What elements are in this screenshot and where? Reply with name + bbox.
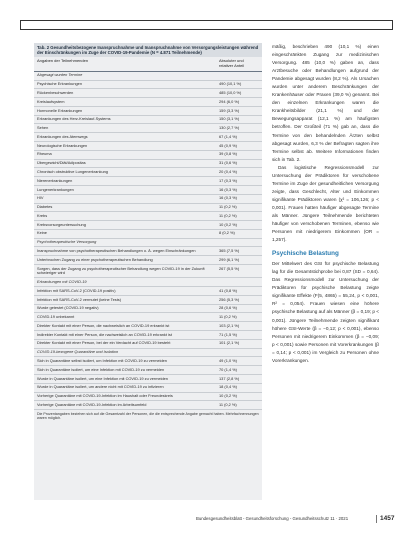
table-section-row: [34, 72, 262, 81]
row-value: 45 (0,9 %): [219, 142, 237, 148]
page-number: 1457: [380, 515, 395, 522]
row-value: 365 (7,5 %): [219, 248, 240, 253]
row-value: 49 (1,0 %): [219, 357, 237, 363]
table-row: [34, 247, 262, 256]
table-row: [34, 89, 262, 98]
table-row: [34, 393, 262, 402]
table-row: [34, 366, 262, 375]
row-label: Psychische Erkrankungen: [37, 81, 82, 87]
row-value: 70 (1,4 %): [219, 366, 237, 372]
row-value: 67 (1,4 %): [219, 133, 237, 139]
table-row: [34, 305, 262, 314]
table-row: [34, 340, 262, 349]
table-row: [34, 230, 262, 239]
row-value: 71 (1,5 %): [219, 331, 237, 337]
column-header-value: Absoluter und relativer Anteil: [219, 58, 245, 68]
row-label: Psychotherapeutische Versorgung: [37, 239, 97, 245]
table-row: [34, 151, 262, 160]
row-value: 101 (2,1 %): [219, 340, 240, 346]
row-value: 256 (5,3 %): [219, 296, 240, 302]
row-label: Sehen: [37, 125, 49, 131]
row-value: 18 (0,4 %): [219, 384, 237, 390]
row-value: 16 (0,3 %): [219, 186, 237, 192]
table-row: [34, 124, 262, 133]
table-row: [34, 221, 262, 230]
paragraph: Der Mittelwert des GSI für psychische Belastung lag für die Gesamtstichprobe bei 0,87 (SD = 0,64). Das Regressionsmodell zur Untersuchung der Prädiktoren für psychische Belastung zeigte signifikante Effekte (F(5, 4865) = 55,24, p < 0,001, R² = 0,054). Frauen wiesen eine höhere psychische Belastung auf als Männer (β = 0,19; p < 0,001). Jüngere Teilnehmende zeigten signifikant höhere GSI-Werte (β = −0,12; p < 0,001), ebenso Personen mit niedrigerem Einkommen (β = −0,09; p < 0,001) sowie Personen mit Vorerkrankungen (β = 0,14; p < 0,001) im Vergleich zu Personen ohne Vorerkrankungen.: [272, 261, 379, 363]
row-value: 31 (0,6 %): [219, 160, 237, 166]
table-row: [34, 256, 262, 265]
table-row: [34, 81, 262, 90]
row-label: Chronisch obstruktive Lungenerkrankung: [37, 168, 108, 174]
table-row: [34, 195, 262, 204]
section-heading: Psychische Belastung: [272, 250, 339, 258]
row-value: 10 (0,2 %): [219, 393, 237, 399]
table-row: [34, 98, 262, 107]
row-label: Rheuma: [37, 151, 52, 157]
row-value: 490 (10,1 %): [219, 81, 242, 87]
table-row: [34, 107, 262, 116]
row-label: Unterbrochen Zugang zu einer psychotherapeutischen Behandlung: [37, 256, 153, 262]
row-value: 130 (2,7 %): [219, 125, 240, 131]
row-label: Übergewicht/Diät/Adipositas: [37, 160, 86, 166]
row-label: Wurde in Quarantäne isoliert, um eine Infektion mit COVID-19 zu vermeiden: [37, 375, 168, 381]
table-row: [34, 186, 262, 195]
row-label: Wurde in Quarantäne isoliert, um andere nicht mit COVID-19 zu infizieren: [37, 384, 164, 390]
row-label: Direkter Kontakt mit einer Person, die nachweislich an COVID-19 erkrankt ist: [37, 322, 170, 328]
table-row: [34, 331, 262, 340]
row-value: 28 (0,6 %): [219, 305, 237, 311]
table-footnote: Die Prozentangaben beziehen sich auf die Gesamtzahl der Personen, die die entsprechende Angabe gemacht haben. Mehrfachnennungen waren möglich.: [37, 412, 259, 421]
row-label: Krebs: [37, 212, 48, 218]
row-label: HIV: [37, 195, 44, 201]
row-label: Rückenbeschwerden: [37, 89, 74, 95]
row-value: 159 (3,3 %): [219, 107, 240, 113]
table-row: [34, 177, 262, 186]
row-label: Vorherige Quarantäne mit COVID-19-Infektion im Arbeitsumfeld: [37, 401, 147, 407]
row-value: 150 (3,1 %): [219, 116, 240, 122]
body-text-column: [272, 43, 379, 365]
table-section-row: [34, 278, 262, 287]
row-label: COVID-19-bezogene Quarantäne und Isolation: [37, 349, 119, 355]
table-row: [34, 142, 262, 151]
row-label: Hormonelle Erkrankungen: [37, 107, 83, 113]
paragraph: mäßig, beschrieben 490 (10,1 %) einen eingeschränkten Zugang zur medizinischen Versorgung. 485 (10,0 %) gaben an, dass Arztbesuche oder Behandlungen aufgrund der Pandemie abgesagt wurden (8,2 %). Als Ursachen wurden unter anderem Beschränkungen der Krankenhäuser oder Praxen (39,0 %) genannt. Bei den einzelnen Erkrankungen waren die Krankheitsbilder (21,1 %) und der Bewegungsapparat (12,1 %) am häufigsten betroffen. Der Großteil (71 %) gab an, dass die Termine von den behandelnden Ärzten selbst abgesagt wurden, 6,3 % der Befragten sagten ihre Termine selbst ab. Weitere Informationen finden sich in Tab. 2.: [272, 44, 379, 162]
data-table: [34, 43, 262, 500]
table-row: [34, 357, 262, 366]
row-label: Neurologische Erkrankungen: [37, 142, 88, 148]
row-label: Indirekter Kontakt mit einer Person, die nachweislich an COVID-19 erkrankt ist: [37, 331, 172, 337]
column-header-label: Angaben der Teilnehmenden: [37, 58, 89, 64]
row-label: Erkrankungen mit COVID-19: [37, 278, 87, 284]
table-row: [34, 322, 262, 331]
row-label: Sich in Quarantäne isoliert, um eine Infektion mit COVID-19 zu vermeiden: [37, 366, 165, 372]
row-value: 137 (2,8 %): [219, 375, 240, 381]
row-label: Direkter Kontakt mit einer Person, bei der ein Verdacht auf COVID-19 besteht: [37, 340, 171, 346]
row-value: 16 (0,3 %): [219, 195, 237, 201]
row-value: 11 (0,2 %): [219, 314, 237, 320]
table-row: [34, 212, 262, 221]
table-caption: Tab. 2 Gesundheitsbezogene Inanspruchnahme und Inanspruchnahme von Versorgungsleistungen während der Einschränkungen im Zuge der COVID-19-Pandemie (N = 4.871 Teilnehmende): [34, 43, 262, 57]
row-label: Erkrankungen des Atemwegs: [37, 133, 88, 139]
row-value: 11 (0,2 %): [219, 401, 237, 407]
row-label: Kreislaufsystem: [37, 98, 65, 104]
page-footer: [196, 514, 396, 524]
table-column-headers: [34, 57, 262, 72]
table-row: [34, 204, 262, 213]
row-value: 39 (0,8 %): [219, 151, 237, 157]
table-row: [34, 133, 262, 142]
table-row: [34, 384, 262, 393]
table-section-row: [34, 239, 262, 248]
row-value: 8 (0,2 %): [219, 230, 235, 236]
row-label: Erkrankungen des Herz-Kreislauf-Systems: [37, 116, 111, 122]
table-row: [34, 168, 262, 177]
row-label: Abgesagt wurden Termine: [37, 72, 83, 78]
row-label: Inanspruchnahme von psychotherapeutischen Behandlungen o. Ä. wegen Einschränkungen: [37, 248, 196, 253]
table-row: [34, 296, 262, 305]
row-value: 20 (0,4 %): [219, 168, 237, 174]
paragraph: Das logistische Regressionsmodell zur Untersuchung der Prädiktoren für verschobene Termine im Zuge der gesundheitlichen Versorgung zeigte, dass Geschlecht, Alter und Einkommen signifikante Prädiktoren waren (χ² = 106,126; p < 0,001). Frauen hatten häufiger abgesagte Termine als Männer. Jüngere Teilnehmende berichteten häufiger von verschobenen Terminen, ebenso wie Personen mit niedrigerem Einkommen (OR = 1,257).: [272, 164, 379, 243]
page-header-bar: [20, 20, 393, 30]
table-row: [34, 287, 262, 296]
row-value: 267 (5,5 %): [219, 265, 240, 271]
row-label: Wurde getestet (COVID-19 negativ): [37, 305, 99, 311]
journal-citation: Bundesgesundheitsblatt - Gesundheitsforschung - Gesundheitsschutz 11 · 2021: [196, 516, 349, 521]
row-value: 10 (0,2 %): [219, 221, 237, 227]
row-label: Diabetes: [37, 204, 53, 210]
row-label: Vorherige Quarantäne mit COVID-19-Infektion im Haushalt oder Freundeskreis: [37, 393, 173, 399]
row-label: Lungenerkrankungen: [37, 186, 74, 192]
row-value: 11 (0,2 %): [219, 212, 237, 218]
row-label: Sich in Quarantäne selbst isoliert, um Infektion mit COVID-19 zu vermeiden: [37, 357, 167, 363]
row-label: Nierenerkrankungen: [37, 177, 73, 183]
row-value: 41 (0,8 %): [219, 287, 237, 293]
row-label: COVID-19 unbekannt: [37, 314, 75, 320]
table-section-row: [34, 349, 262, 358]
table-row: [34, 160, 262, 169]
table-row: [34, 401, 262, 410]
row-value: 103 (2,1 %): [219, 322, 240, 328]
table-row: [34, 375, 262, 384]
row-value: 17 (0,3 %): [219, 177, 237, 183]
row-value: 294 (6,0 %): [219, 98, 240, 104]
footer-divider: [376, 515, 377, 523]
table-row: [34, 116, 262, 125]
row-label: Infektion mit SARS-CoV-2 vermutet (keine Tests): [37, 296, 122, 302]
row-label: Sorgen, dass der Zugang zu psychotherapeutischer Behandlung wegen COVID-19 in der Zukunft schwieriger wird: [37, 265, 205, 276]
table-row: [34, 265, 262, 278]
row-label: Infektion mit SARS-CoV-2 (COVID-19 positiv): [37, 287, 116, 293]
row-label: Krebsvorsorgeuntersuchung: [37, 221, 86, 227]
row-value: 485 (10,0 %): [219, 89, 242, 95]
row-value: 299 (6,1 %): [219, 256, 240, 262]
row-value: 11 (0,2 %): [219, 204, 237, 210]
row-label: Keine: [37, 230, 47, 236]
table-body: [34, 72, 262, 410]
table-row: [34, 313, 262, 322]
